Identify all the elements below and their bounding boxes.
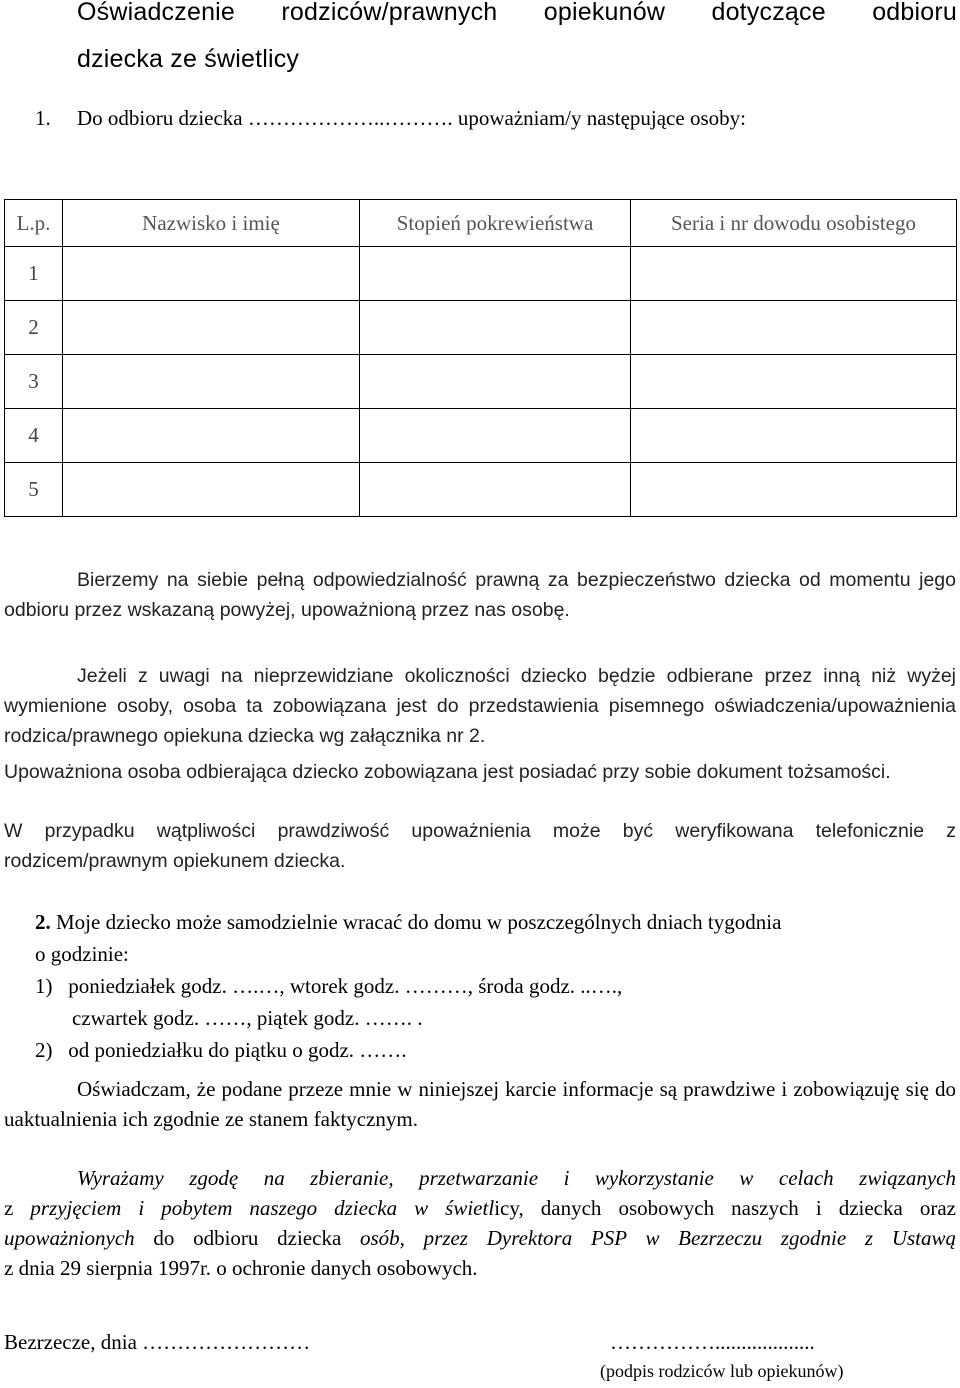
consent-part4: z dnia 29 sierpnia 1997r. o ochronie danych osobowych. xyxy=(4,1256,478,1280)
id-cell[interactable] xyxy=(631,247,957,301)
table-row xyxy=(5,355,957,409)
row-number: 2 xyxy=(5,301,63,355)
section1-intro xyxy=(4,103,956,133)
document-paragraph: Upoważniona osoba odbierająca dziecko zobowiązana jest posiadać przy sobie dokument tożsamości. xyxy=(4,761,891,783)
id-cell[interactable] xyxy=(631,409,957,463)
consent-part3c: osób, przez Dyrektora PSP w Bezrzeczu zgodnie z Ustawą xyxy=(360,1226,957,1250)
table-header-row xyxy=(5,200,957,247)
relation-cell[interactable] xyxy=(360,247,631,301)
name-cell[interactable] xyxy=(63,409,360,463)
section2-number: 2. xyxy=(35,910,51,934)
authorized-persons-table xyxy=(4,199,957,517)
verification-paragraph: W przypadku wątpliwości prawdziwość upoważnienia może być weryfikowana telefonicznie z rodzicem/prawnym opiekunem dziecka. xyxy=(4,820,956,872)
section1-text: Do odbioru dziecka ………………..………. upoważniam/y następujące osoby: xyxy=(77,106,746,130)
id-cell[interactable] xyxy=(631,301,957,355)
item1-line1 xyxy=(35,970,956,1002)
place-date-field[interactable]: Bezrzecze, dnia …………………… xyxy=(4,1330,311,1354)
row-number: 3 xyxy=(5,355,63,409)
relation-cell[interactable] xyxy=(360,463,631,517)
section2-intro-cont: o godzinie: xyxy=(35,942,129,966)
name-cell[interactable] xyxy=(63,463,360,517)
item1-text: poniedziałek godz. ….…, wtorek godz. ………, środa godz. ..…., xyxy=(68,974,623,998)
responsibility-paragraph: Bierzemy na siebie pełną odpowiedzialność prawną za bezpieczeństwo dziecka od momentu jego odbioru przez wskazaną powyżej, upoważnioną przez nas osobę. xyxy=(4,569,956,621)
consent-part3a: upoważnionych xyxy=(4,1226,135,1250)
item2-number: 2) xyxy=(35,1038,53,1062)
name-cell[interactable] xyxy=(63,301,360,355)
consent-part3b: do odbioru dziecka xyxy=(134,1226,360,1250)
section2-text: Moje dziecko może samodzielnie wracać do domu w poszczególnych dniach tygodnia xyxy=(56,910,782,934)
relation-cell[interactable] xyxy=(360,409,631,463)
item1-line2: czwartek godz. ……, piątek godz. ……. . xyxy=(72,1006,423,1030)
item2-text: od poniedziałku do piątku o godz. ……. xyxy=(68,1038,407,1062)
header-name: Nazwisko i imię xyxy=(63,200,360,247)
name-cell[interactable] xyxy=(63,355,360,409)
row-number: 5 xyxy=(5,463,63,517)
relation-cell[interactable] xyxy=(360,301,631,355)
section2 xyxy=(4,906,956,1066)
id-cell[interactable] xyxy=(631,355,957,409)
row-number: 4 xyxy=(5,409,63,463)
table-row xyxy=(5,301,957,355)
consent-part2a: z xyxy=(4,1196,31,1220)
consent-part2b: przyjęciem i pobytem naszego dziecka w świetl xyxy=(30,1196,495,1220)
header-relation: Stopień pokrewieństwa xyxy=(360,200,631,247)
section1-number: 1. xyxy=(35,106,51,130)
signature-label: (podpis rodziców lub opiekunów) xyxy=(600,1361,844,1381)
signature-field[interactable]: ……………................... xyxy=(610,1330,815,1354)
table-row xyxy=(5,409,957,463)
item1-number: 1) xyxy=(35,974,53,998)
consent-part2c: icy, danych osobowych naszych i dziecka oraz xyxy=(494,1196,956,1220)
table-row xyxy=(5,463,957,517)
other-person-paragraph: Jeżeli z uwagi na nieprzewidziane okoliczności dziecko będzie odbierane przez inną niż wyżej wymienione osoby, osoba ta zobowiązana jest do przedstawienia pisemnego oświadczenia/upoważnienia rodzica/prawnego opiekuna dziecka wg załącznika nr 2. xyxy=(4,665,956,747)
section2-intro xyxy=(35,906,956,938)
table-row xyxy=(5,247,957,301)
consent-part1: Wyrażamy zgodę na zbieranie, przetwarzanie i wykorzystanie w celach związanych xyxy=(77,1166,956,1190)
document-title-line1: Oświadczenie rodziców/prawnych opiekunów dotyczące odbioru xyxy=(77,0,957,26)
header-id-number: Seria i nr dowodu osobistego xyxy=(631,200,957,247)
row-number: 1 xyxy=(5,247,63,301)
header-lp: L.p. xyxy=(5,200,63,247)
document-title-line2: dziecka ze świetlicy xyxy=(77,45,300,73)
declaration-paragraph: Oświadczam, że podane przeze mnie w niniejszej karcie informacje są prawdziwe i zobowiązuję się do uaktualnienia ich zgodnie ze stanem faktycznym. xyxy=(4,1077,956,1131)
consent-paragraph xyxy=(4,1163,956,1283)
name-cell[interactable] xyxy=(63,247,360,301)
id-cell[interactable] xyxy=(631,463,957,517)
relation-cell[interactable] xyxy=(360,355,631,409)
item2-line xyxy=(35,1034,956,1066)
